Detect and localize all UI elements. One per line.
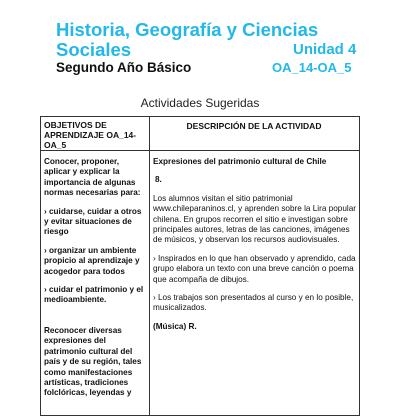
header-divider bbox=[41, 150, 359, 151]
column-divider bbox=[149, 117, 150, 415]
objectives-column-header: OBJETIVOS DE APRENDIZAJE OA_14-OA_5 bbox=[44, 120, 137, 150]
activity-subject: (Música) R. bbox=[153, 321, 197, 331]
activity-column-header: DESCRIPCIÓN DE LA ACTIVIDAD bbox=[186, 121, 322, 131]
page-title: Historia, Geografía y Ciencias Sociales bbox=[56, 19, 319, 60]
objective-item: › cuidar el patrimonio y el medioambiente. bbox=[44, 285, 144, 305]
grade-label: Segundo Año Básico bbox=[56, 60, 192, 75]
unit-label: Unidad 4 bbox=[293, 41, 357, 58]
objectives-cell bbox=[44, 157, 144, 407]
activities-table bbox=[40, 116, 360, 416]
activity-number: 8. bbox=[155, 175, 162, 185]
objective-intro: Conocer, proponer, aplicar y explicar la importancia de algunas normas necesarias para: bbox=[44, 157, 141, 198]
activity-title: Expresiones del patrimonio cultural de Chile bbox=[153, 157, 327, 166]
objective-item: › organizar un ambiente propicio al aprendizaje y acogedor para todos bbox=[44, 245, 140, 276]
activity-paragraph: Los alumnos visitan el sitio patrimonial www.chileparaninos.cl, y aprenden sobre la Lira popular chilena. En grupos recorren el sitio e investigan sobre principales autores, letras de las canciones, imágenes de músicos, y observan los recursos audiovisuales. bbox=[153, 193, 356, 245]
oa-code-label: OA_14-OA_5 bbox=[272, 60, 352, 75]
activity-cell bbox=[153, 157, 358, 340]
activity-paragraph: › Los trabajos son presentados al curso y en lo posible, musicalizados. bbox=[153, 293, 354, 313]
activity-paragraph: › Inspirados en lo que han observado y aprendido, cada grupo elabora un texto con una breve canción o poema que acompaña de dibujos. bbox=[153, 253, 356, 284]
objective-item: › cuidarse, cuidar a otros y evitar situaciones de riesgo bbox=[44, 206, 142, 237]
objective-heritage: Reconocer diversas expresiones del patrimonio cultural del país y de su región, tales como manifestaciones artísticas, tradiciones folclóricas, leyendas y bbox=[44, 325, 142, 398]
section-subtitle: Actividades Sugeridas bbox=[140, 96, 260, 110]
